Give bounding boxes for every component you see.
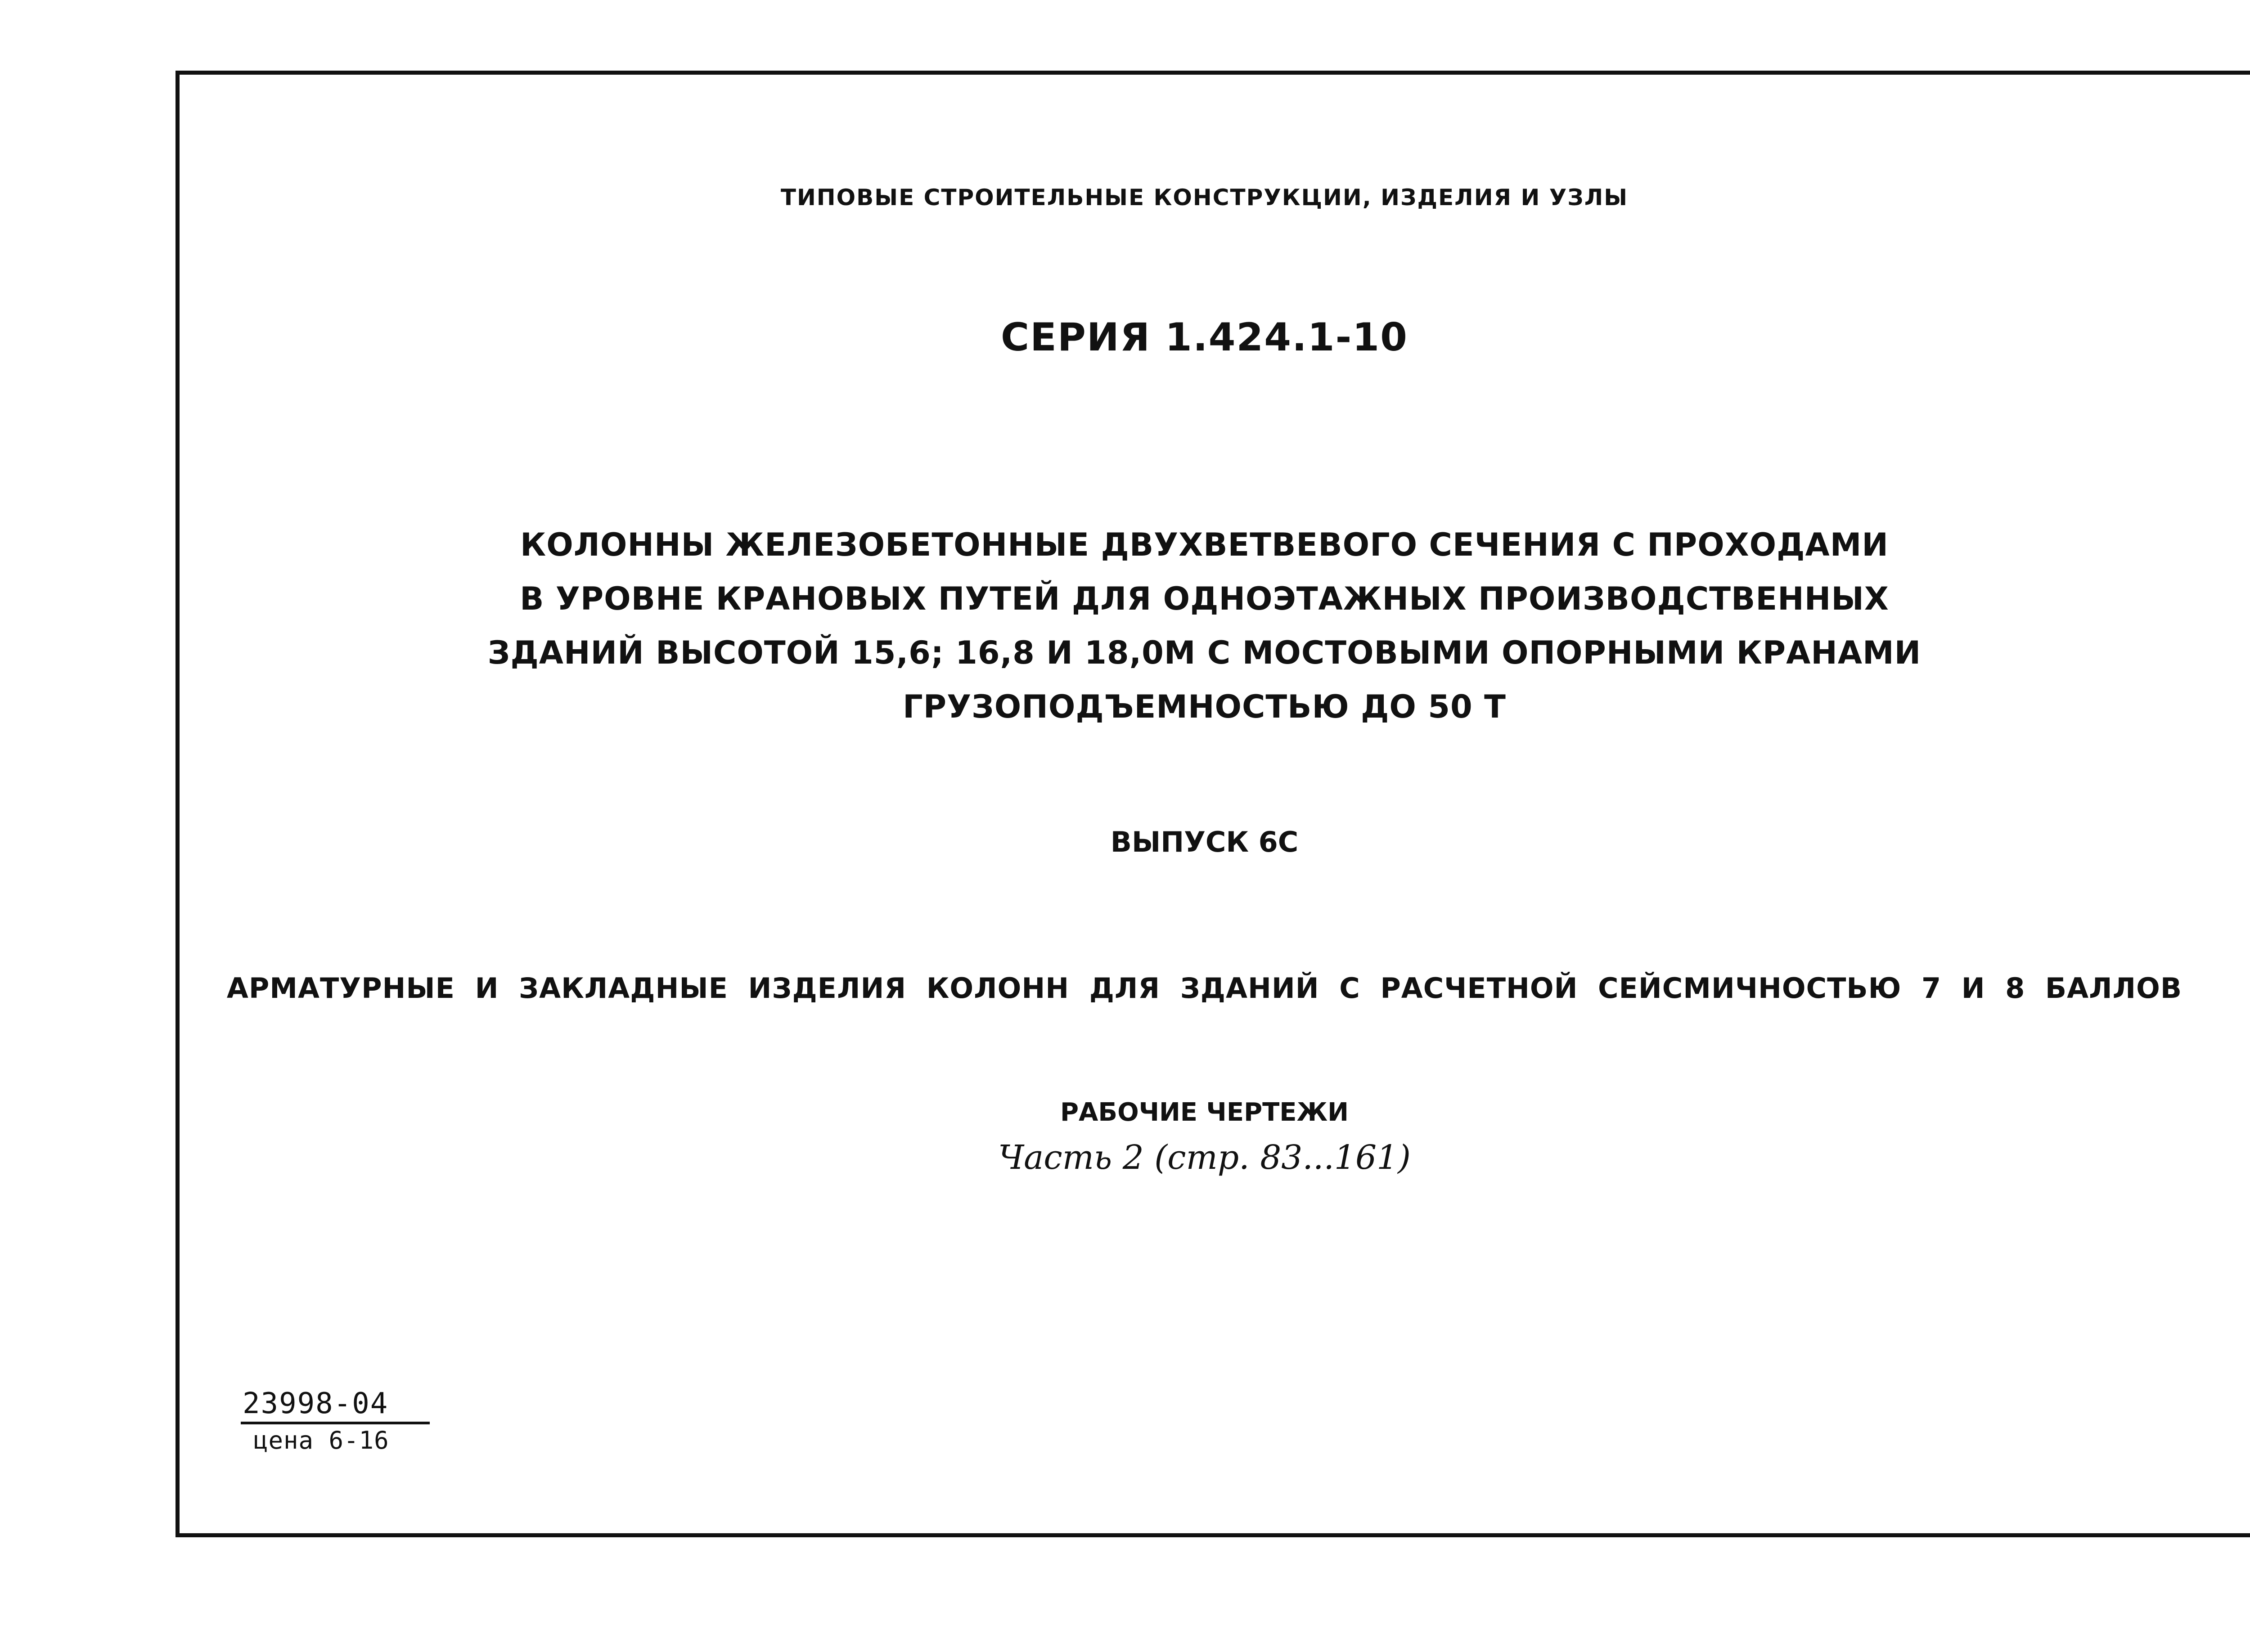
document-subtitle: АРМАТУРНЫЕ И ЗАКЛАДНЫЕ ИЗДЕЛИЯ КОЛОНН ДЛЯ ЗДАНИЙ С РАСЧЕТНОЙ СЕЙСМИЧНОСТЬЮ 7 И 8 БАЛЛОВ xyxy=(226,972,2182,1005)
work-drawings-label: РАБОЧИЕ ЧЕРТЕЖИ xyxy=(1060,1098,1349,1127)
title-line-4: ГРУЗОПОДЪЕМНОСТЬЮ ДО 50 Т xyxy=(903,688,1506,725)
title-line-2: В УРОВНЕ КРАНОВЫХ ПУТЕЙ ДЛЯ ОДНОЭТАЖНЫХ ПРОИЗВОДСТВЕННЫХ xyxy=(520,580,1889,617)
catalog-number: 23998-04 xyxy=(241,1386,430,1424)
catalog-block xyxy=(241,1386,430,1457)
price-label: цена 6-16 xyxy=(253,1426,389,1454)
series-number: СЕРИЯ 1.424.1-10 xyxy=(1001,315,1408,360)
title-line-3: ЗДАНИЙ ВЫСОТОЙ 15,6; 16,8 И 18,0М С МОСТОВЫМИ ОПОРНЫМИ КРАНАМИ xyxy=(487,634,1922,671)
part-label: Часть 2 (стр. 83...161) xyxy=(998,1138,1411,1177)
document-header: ТИПОВЫЕ СТРОИТЕЛЬНЫЕ КОНСТРУКЦИИ, ИЗДЕЛИЯ И УЗЛЫ xyxy=(780,184,1629,211)
issue-label: ВЫПУСК 6С xyxy=(1110,826,1299,858)
page-border-frame xyxy=(176,71,2250,1537)
title-line-1: КОЛОННЫ ЖЕЛЕЗОБЕТОННЫЕ ДВУХВЕТВЕВОГО СЕЧЕНИЯ С ПРОХОДАМИ xyxy=(520,526,1889,563)
